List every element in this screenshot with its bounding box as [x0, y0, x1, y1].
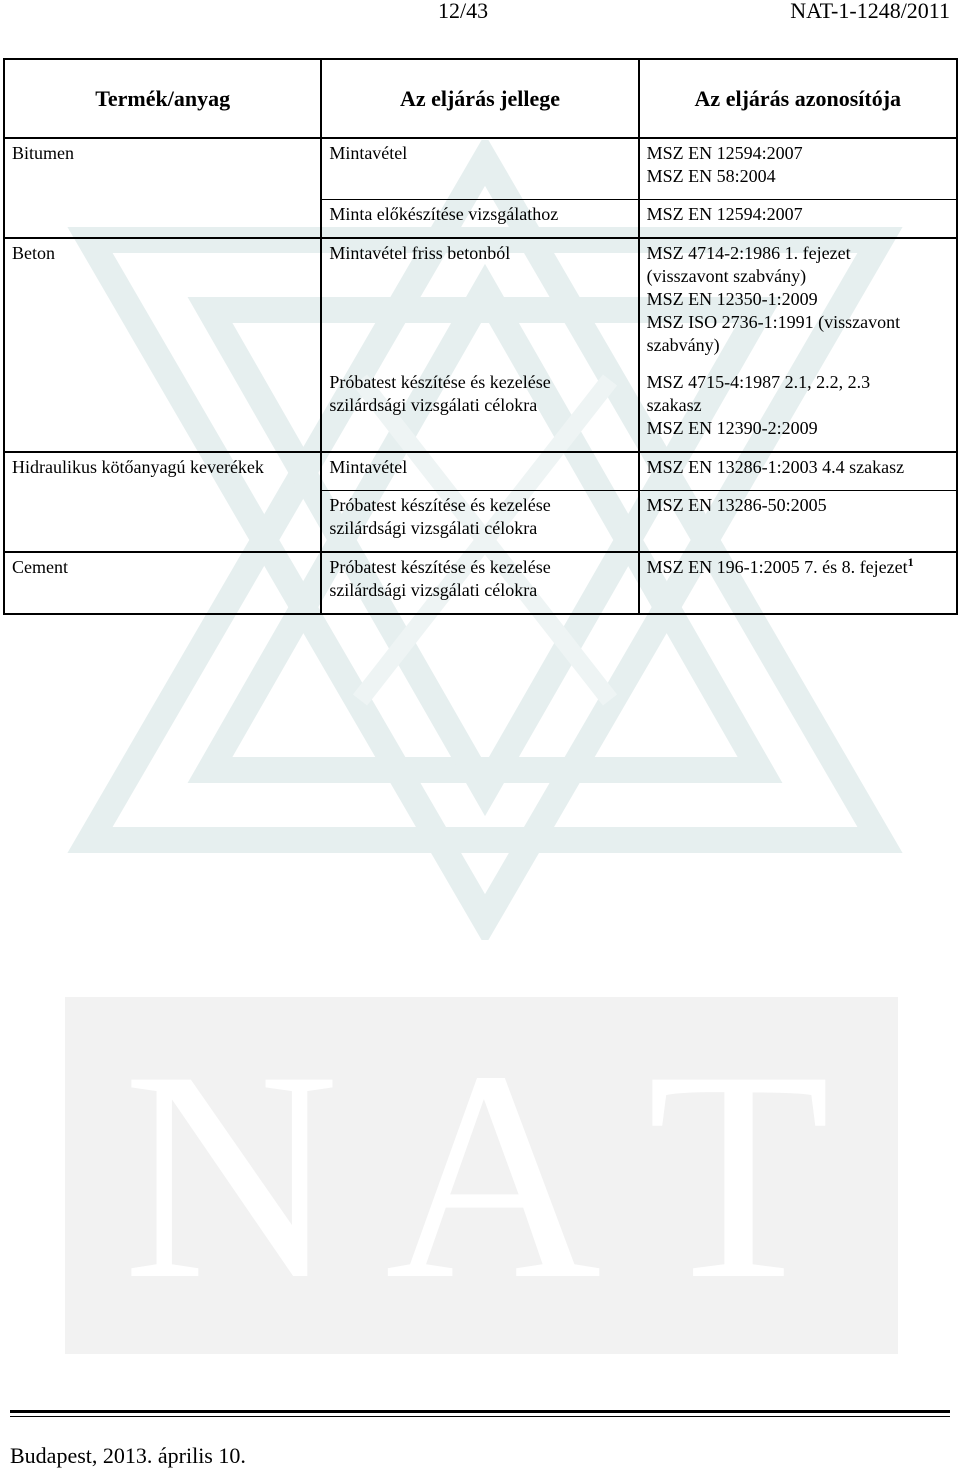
header-procedure-id: Az eljárás azonosítója: [639, 59, 957, 138]
footer-rule-thick: [10, 1410, 950, 1413]
header-product: Termék/anyag: [4, 59, 321, 138]
standard-line: MSZ EN 12594:2007: [646, 204, 803, 224]
procedure-cell: [321, 491, 638, 553]
procedure-line: szilárdsági vizsgálati célokra: [329, 518, 538, 538]
standard-cell: [639, 238, 957, 368]
page-number: 12/43: [438, 0, 489, 23]
procedure-text: Minta előkészítése vizsgálathoz: [329, 204, 559, 224]
standard-line: (visszavont szabvány): [646, 266, 807, 286]
watermark-nat-letters: [65, 997, 898, 1354]
procedure-line: Próbatest készítése és kezelése: [329, 372, 551, 392]
product-name: Beton: [12, 243, 55, 263]
procedure-line: Próbatest készítése és kezelése: [329, 557, 551, 577]
watermark-letter-n: N: [122, 1009, 350, 1341]
document-id: NAT-1-1248/2011: [790, 0, 950, 23]
standard-line: szabvány): [646, 335, 720, 355]
table-header-row: [4, 59, 957, 138]
procedure-cell: [321, 138, 638, 200]
procedure-cell: [321, 368, 638, 452]
table-row: [4, 238, 957, 368]
product-cell: [4, 552, 321, 614]
standard-line: MSZ EN 58:2004: [646, 166, 776, 186]
procedure-line: szilárdsági vizsgálati célokra: [329, 395, 538, 415]
standard-line: szakasz: [646, 395, 702, 415]
standard-line: MSZ EN 12390-2:2009: [646, 418, 818, 438]
standard-line: MSZ ISO 2736-1:1991 (visszavont: [646, 312, 901, 332]
procedure-cell: [321, 552, 638, 614]
footer-place-date: Budapest, 2013. április 10.: [10, 1443, 246, 1468]
product-name: Bitumen: [12, 143, 74, 163]
header-procedure-type: Az eljárás jellege: [321, 59, 638, 138]
procedure-cell: [321, 200, 638, 239]
footer-rule-thin: [10, 1416, 950, 1417]
standard-line: MSZ EN 12350-1:2009: [646, 289, 818, 309]
standard-cell: [639, 452, 957, 491]
footnote-marker: 1: [907, 555, 914, 569]
table-row: [4, 138, 957, 200]
procedure-text: Mintavétel: [329, 143, 408, 163]
watermark-letter-a: A: [384, 1009, 612, 1341]
table-row: [4, 452, 957, 491]
standard-cell: [639, 552, 957, 614]
watermark-letter-t: T: [646, 1009, 841, 1341]
product-cell: [4, 238, 321, 452]
product-name: Hidraulikus kötőanyagú keverékek: [12, 457, 264, 477]
standard-line: MSZ EN 13286-1:2003 4.4 szakasz: [646, 457, 905, 477]
product-cell: [4, 138, 321, 238]
standard-cell: [639, 491, 957, 553]
accreditation-table: [3, 58, 958, 615]
standard-cell: [639, 200, 957, 239]
procedure-cell: [321, 238, 638, 368]
standard-cell: [639, 138, 957, 200]
standard-text: MSZ EN 196-1:2005 7. és 8. fejezet: [646, 557, 908, 577]
standard-line: MSZ 4714-2:1986 1. fejezet: [646, 243, 851, 263]
procedure-text: Mintavétel: [329, 457, 408, 477]
standard-line: MSZ EN 12594:2007: [646, 143, 803, 163]
procedure-text: Mintavétel friss betonból: [329, 243, 511, 263]
procedure-line: szilárdsági vizsgálati célokra: [329, 580, 538, 600]
table-row: [4, 552, 957, 614]
standard-line: MSZ 4715-4:1987 2.1, 2.2, 2.3: [646, 372, 871, 392]
standard-line: [647, 556, 949, 579]
product-name: Cement: [12, 557, 68, 577]
standard-line: MSZ EN 13286-50:2005: [646, 495, 827, 515]
watermark-nat-band: [65, 997, 898, 1354]
product-cell: [4, 452, 321, 552]
procedure-line: Próbatest készítése és kezelése: [329, 495, 551, 515]
standard-cell: [639, 368, 957, 452]
procedure-cell: [321, 452, 638, 491]
